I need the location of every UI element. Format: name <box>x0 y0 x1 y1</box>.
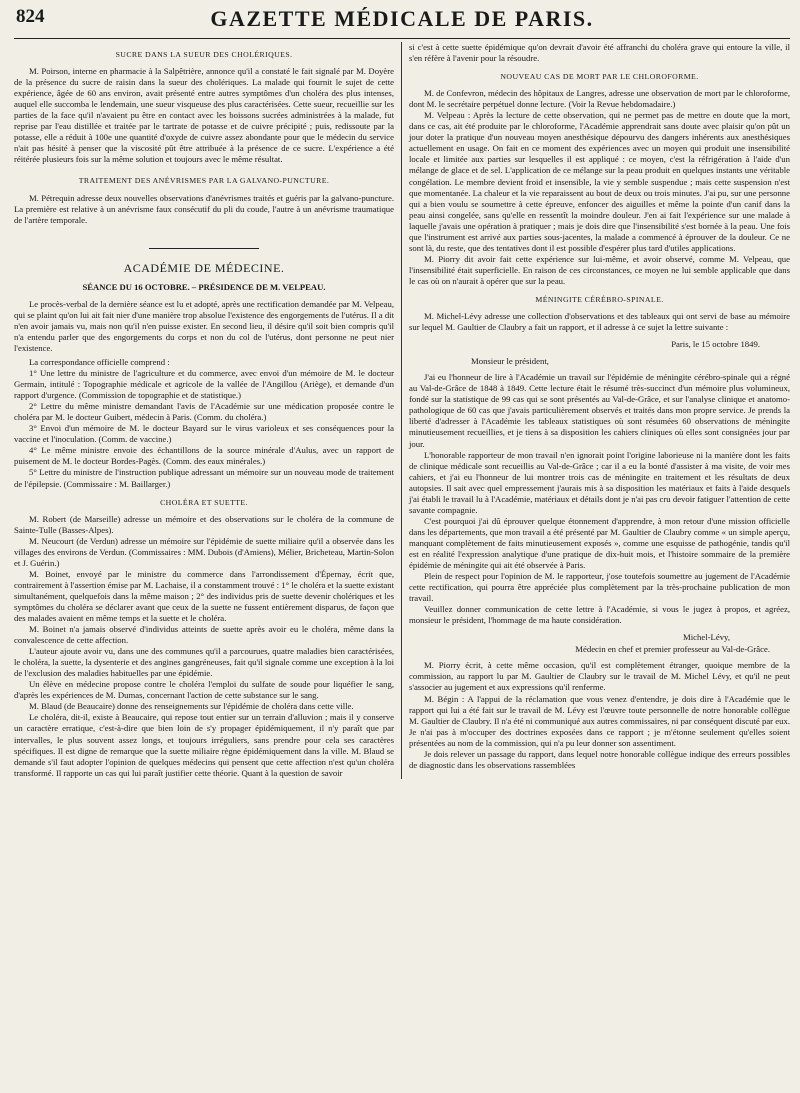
paragraph: M. Piorry écrit, à cette même occasion, qu'il est complètement étranger, quoique membre de la commission, au rapport lu par M. Gaultier de Claubry sur le travail de M. Michel Lévy, et qu'il ne peut s'associer au jugement et aux expressions qu'il renferme. <box>409 660 790 693</box>
section-heading-aneurysm: TRAITEMENT DES ANÉVRISMES PAR LA GALVANO-PUNCTURE. <box>78 176 330 186</box>
paragraph: M. Boinet n'a jamais observé d'individus atteints de suette après avoir eu le choléra, même dans la convalescence de cette affection. <box>14 624 394 646</box>
paragraph: C'est pourquoi j'ai dû éprouver quelque étonnement d'apprendre, à mon retour d'une mission officielle dans les départements, que mon travail a été présenté par M. Gaultier de Claubry comme « un simple aperçu, manquant complètement de faits minutieusement exposés », comme une esquisse de pathogénie, tandis qu'il est en réalité l'expression analytique d'une pratique de dix-huit mois, et l'histoire sommaire de la première épidémie de méningite qui ait été observée à Paris. <box>409 515 790 571</box>
section-heading-cholera-sweat: CHOLÉRA ET SUETTE. <box>160 497 248 507</box>
session-heading: SÉANCE DU 16 OCTOBRE. – PRÉSIDENCE DE M. VELPEAU. <box>82 281 326 292</box>
section-heading-chloroform: NOUVEAU CAS DE MORT PAR LE CHLOROFORME. <box>500 72 699 82</box>
list-item: 3° Envoi d'un mémoire de M. le docteur Bayard sur le virus varioleux et ses conséquences pour la vaccine et l'inoculation. (Comm. de vaccine.) <box>14 423 394 445</box>
journal-title: GAZETTE MÉDICALE DE PARIS. <box>210 6 594 31</box>
paragraph: L'auteur ajoute avoir vu, dans une des communes qu'il a parcourues, quatre maladies bien caractérisées, le choléra, la suette, la dysenterie et des angines gangréneuses, fait qu'il signale comme une exception à la loi de l'exclusion des maladies habituelles par une épidémie. <box>14 646 394 679</box>
right-column <box>402 42 790 779</box>
paragraph: L'honorable rapporteur de mon travail n'en ignorait point l'origine laborieuse ni la manière dont les faits de clinique médicale sont recueillis au Val-de-Grâce ; car il a eu la bonté d'assister à ma visite, de voir mes cahiers, et j'ai eu l'honneur de lui montrer trois cas de méningite en traitement et les résultats de deux autopsies. Il sait avec quel empressement j'aurais mis à sa disposition les matériaux et faits à l'aide desquels j'ai établi le travail lu à l'Académie, matériaux et détails dont je n'ai pas cru devoir fatiguer l'attention de cette savante compagnie. <box>409 449 790 515</box>
section-divider <box>149 248 259 249</box>
section-heading-sugar-sweat: SUCRE DANS LA SUEUR DES CHOLÉRIQUES. <box>115 50 293 59</box>
signature-name: Michel-Lévy, <box>683 632 730 643</box>
paragraph: M. de Confevron, médecin des hôpitaux de Langres, adresse une observation de mort par le chloroforme, dont M. le secrétaire perpétuel donne lecture. (Voir la Revue hebdomadaire.) <box>409 88 790 110</box>
paragraph: La correspondance officielle comprend : <box>29 356 170 367</box>
paragraph: M. Piorry dit avoir fait cette expérience sur lui-même, et avoir observé, comme M. Velpeau, que l'insensibilité était superficielle. En raison de ces circonstances, ce moyen ne lui semble applicable que dans le cas où on n'aurait à opérer que sur la peau. <box>409 253 790 286</box>
section-heading-meningitis: MÉNINGITE CÉRÉBRO-SPINALE. <box>535 294 664 304</box>
page-header <box>14 0 790 39</box>
signature-title: Médecin en chef et premier professeur au Val-de-Grâce. <box>575 644 770 655</box>
paragraph: M. Velpeau : Après la lecture de cette observation, qui ne permet pas de mettre en doute que la mort, dans ce cas, ait été produite par le chloroforme, l'Académie apprendrait sans doute avec plaisir qu'on pût un jour doter la pratique d'un nouveau moyen anesthésique dépourvu des dangers inhérents aux anesthésiques actuellement en usage. On fait en ce moment des expériences avec un moyen qui produit une insensibilité locale et limitée aux parties sur lesquelles il est appliqué : ce moyen, c'est la réfrigération à l'aide d'un mélange de glace et de sel. L'application de ce mélange sur la peau produit en quelques instants une véritable congélation. Le membre devient froid et insensible, la vie y semble suspendue ; mais cette suspension n'est que momentanée. La chaleur et la vie reparaissent au bout de deux ou trois minutes. J'ai pu, sur une personne qui a bien voulu se soumettre à cette épreuve, enfoncer des aiguilles et même la pointe d'un canif dans la peau ainsi congelée, sans qu'elle en ressentît la moindre douleur. J'en ai fait l'expérience sur une malade à laquelle j'avais une opération à pratiquer ; mais je dois dire que l'insensibilité s'est bornée à la peau. Une fois que l'instrument est arrivé aux parties sous-jacentes, la malade a commencé à éprouver de la douleur. Ce ne sont là, du reste, que des tentatives dont il est possible d'espérer plus tard d'utiles applications. <box>409 110 790 253</box>
paragraph: M. Robert (de Marseille) adresse un mémoire et des observations sur le choléra de la commune de Sainte-Tulle (Basses-Alpes). <box>14 513 394 535</box>
letter-date: Paris, le 15 octobre 1849. <box>671 339 760 350</box>
article-columns <box>14 42 790 779</box>
paragraph: Le procès-verbal de la dernière séance est lu et adopté, après une rectification demandée par M. Velpeau, qui se plaint qu'on lui ait fait nier d'une manière trop absolue l'existence des engorgements de l'utérus. Il a dit n'en avoir jamais vu, mais non qu'il n'en puisse exister. En second lieu, il désire qu'il soit bien compris qu'il n'a entendu parler que des engorgements du corps et non du col de l'utérus, dont personne ne peut nier l'existence. <box>14 298 394 353</box>
paragraph: si c'est à cette suette épidémique qu'on devrait d'avoir été affranchi du choléra grave qui entoure la ville, il s'en réfère à l'avenir pour la résoudre. <box>409 42 790 64</box>
paragraph: M. Poirson, interne en pharmacie à la Salpêtrière, annonce qu'il a constaté le fait signalé par M. Doyère de la présence du sucre de raisin dans la sueur des cholériques. La malade qui fournit le sujet de cette expérience, âgée de 60 ans environ, avait présenté entre autres symptômes d'un choléra des plus intenses, auquel elle succomba le lendemain, une sueur visqueuse des plus caractérisées. Cette sueur, recueillie sur les parties de la face qu'il n'avaient pu être en contact avec les boissons sucrées administrées à la malade, fut reprise par l'eau distillée et traitée par le tartrate de potasse et de cuivre précipité ; puis, redissoute par la potasse, elle a réduit à 100e une quantité d'oxyde de cuivre assez abondante pour que le médecin du service n'ait pas hésité à penser que la viscosité pût être attribuée à la présence de ce sucre. L'expérience a été réitérée plusieurs fois sur la même solution et toujours avec le même résultat. <box>14 66 394 165</box>
list-item: 1° Une lettre du ministre de l'agriculture et du commerce, avec envoi d'un mémoire de M. le docteur Germain, intitulé : Topographie médicale et agricole de la vallée de l'Angillou (Ariège), et demande d'un rapport d'urgence. (Commission de topographie et de statistique.) <box>14 368 394 401</box>
paragraph: Un élève en médecine propose contre le choléra l'emploi du sulfate de soude pour liquéfier le sang, d'après les expériences de M. Dumas, concernant l'action de cette substance sur le sang. <box>14 679 394 701</box>
academy-heading: ACADÉMIE DE MÉDECINE. <box>123 260 285 275</box>
paragraph: Le choléra, dit-il, existe à Beaucaire, qui repose tout entier sur un terrain d'alluvion ; mais il y conserve un caractère erratique, c'est-à-dire que bien loin de s'y propager épidémiquement, il n'y paraît que par intervalles, le plus souvent assez longs, et toujours irréguliers, sans prendre pour cela ses caractères spécifiques. Il est digne de remarque que la suette miliaire règne épidémiquement dans la ville. M. Blaud se demande s'il faut adopter l'opinion de quelques médecins qui pensent que cette affection n'est qu'un choléra transformé. Il rapporte un cas qui lui paraît justifier cette théorie. Quant à la question de savoir <box>14 712 394 778</box>
page-number: 824 <box>16 6 45 27</box>
list-item: 2° Lettre du même ministre demandant l'avis de l'Académie sur une médication proposée contre le choléra par M. le docteur Guibert, médecin à Paris. (Comm. du choléra.) <box>14 401 394 423</box>
paragraph: Veuillez donner communication de cette lettre à l'Académie, si vous le jugez à propos, et agréez, monsieur le président, l'hommage de ma haute considération. <box>409 604 790 626</box>
paragraph: M. Bégin : A l'appui de la réclamation que vous venez d'entendre, je dois dire à l'Académie que le rapport qui lui a été fait sur le travail de M. Lévy est l'œuvre toute personnelle de notre honorable collègue M. Gaultier de Claubry. Il n'a été ni communiqué aux autres commissaires, ni par conséquent discuté par eux. Je n'ai pas à m'occuper des doctrines exposées dans ce rapport ; je m'étonne seulement qu'elles soient présentées au nom de la commission, qui n'a pu leur donner son assentiment. <box>409 693 790 748</box>
letter-salutation: Monsieur le président, <box>471 356 549 367</box>
paragraph: M. Boinet, envoyé par le ministre du commerce dans l'arrondissement d'Épernay, écrit que, contrairement à l'assertion émise par M. Lachaise, il a constamment trouvé : 1° le choléra et la suette existant simultanément, quelquefois dans la même maison ; 2° des individus pris de suette devenir cholériques et les symptômes du choléra se déclarer avant que ceux de la suette ne fussent entièrement disparus, de façon que des malades avaient en même temps et la suette et le choléra. <box>14 568 394 624</box>
paragraph: Plein de respect pour l'opinion de M. le rapporteur, j'ose toutefois soumettre au jugement de l'Académie cette rectification, qui pourra être appréciée plus complètement par la très-prochaine publication de mon travail. <box>409 571 790 604</box>
list-item: 5° Lettre du ministre de l'instruction publique adressant un mémoire sur un nouveau mode de traitement de l'épilepsie. (Commissaire : M. Baillarger.) <box>14 467 394 489</box>
left-column <box>14 42 402 779</box>
paragraph: M. Pétrequin adresse deux nouvelles observations d'anévrismes traités et guéris par la galvano-puncture. La première est relative à un anévrisme faux consécutif du pli du coude, l'autre à un anévrisme traumatique de l'artère temporale. <box>14 192 394 225</box>
paragraph: M. Michel-Lévy adresse une collection d'observations et des tableaux qui ont servi de base au mémoire sur lequel M. Gaultier de Claubry a fait un rapport, et il adresse à ce sujet la lettre suivante : <box>409 311 790 333</box>
paragraph: J'ai eu l'honneur de lire à l'Académie un travail sur l'épidémie de méningite cérébro-spinale qui a régné au Val-de-Grâce de 1848 à 1849. Cette lecture était le résumé très-succinct d'un mémoire plus volumineux, fondé sur la statistique de 99 cas qui se sont présentés au Val-de-Grâce, et sur l'analyse clinique et anatomo-pathologique de 60 cas que j'avais particulièrement observés et traités dans mon propre service. Je prends la liberté d'adresser à l'Académie les tableaux statistiques où sont résumées 60 observations de méningite minutieusement recueillies, et je tiens à sa disposition les cahiers cliniques où elles sont consignées jour par jour. <box>409 372 790 449</box>
paragraph: M. Neucourt (de Verdun) adresse un mémoire sur l'épidémie de suette miliaire qu'il a observée dans les villages des environs de Verdun. (Commissaires : MM. Dubois (d'Amiens), Mélier, Bricheteau, Martin-Solon et J. Guérin.) <box>14 535 394 568</box>
paragraph: M. Blaud (de Beaucaire) donne des renseignements sur l'épidémie de choléra dans cette ville. <box>29 701 354 712</box>
list-item: 4° Le même ministre envoie des échantillons de la source minérale d'Aulus, avec un rapport de puisement de M. le docteur Bordes-Pagès. (Comm. des eaux minérales.) <box>14 445 394 467</box>
paragraph: Je dois relever un passage du rapport, dans lequel notre honorable collègue indique des erreurs possibles de diagnostic dans les observations rassemblées <box>409 748 790 770</box>
